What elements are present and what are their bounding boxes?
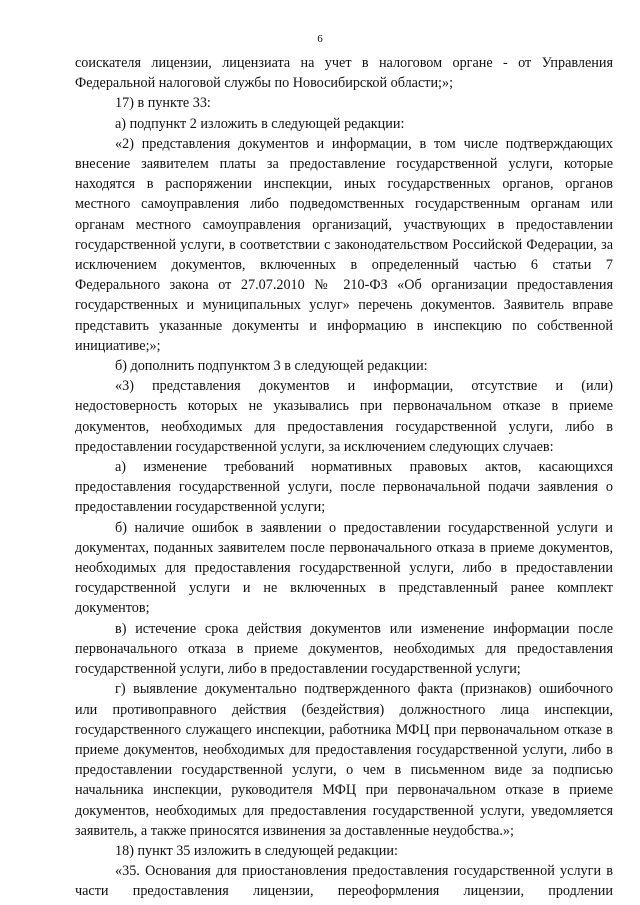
paragraph-quote-2: «2) представления документов и информации, в том числе подтверждающих внесение заявителем платы за предоставление государственной услуги, которые находятся в распоряжении инспекции, иных государственных органов, органов местного самоуправления либо подведомственных государственным органам или органам местного самоуправления организаций, участвующих в предоставлении государственной услуги, в соответствии с законодательством Российской Федерации, за исключением документов, включенных в определенный частью 6 статьи 7 Федерального закона от 27.07.2010 № 210-ФЗ «Об организации предоставления государственных и муниципальных услуг» перечень документов. Заявитель вправе представить указанные документы и информацию в инспекцию по собственной инициативе;»; [75, 135, 613, 354]
paragraph-quote-3: «3) представления документов и информации, отсутствие и (или) недостоверность которых не указывались при первоначальном отказе в приеме документов, необходимых для предоставления государственной услуги, либо в предоставлении государственной услуги, за исключением следующих случаев: [75, 378, 613, 455]
paragraph-subitem-a: а) подпункт 2 изложить в следующей редакции: [115, 115, 405, 132]
paragraph-subitem-b: б) дополнить подпунктом 3 в следующей редакции: [115, 358, 428, 375]
paragraph-item-17: 17) в пункте 33: [115, 95, 211, 112]
paragraph-case-v: в) истечение срока действия документов или изменение информации после первоначального отказа в приеме документов, необходимых для предоставления государственной услуги, либо в предоставлении государственной услуги; [75, 620, 613, 678]
paragraph-case-b: б) наличие ошибок в заявлении о предоставлении государственной услуги и документах, поданных заявителем после первоначального отказа в приеме документов, необходимых для предоставления государственной услуги, либо в предоставлении государственной услуги и не включенных в представленный ранее комплект документов; [75, 519, 613, 617]
paragraph-continuation: соискателя лицензии, лицензиата на учет в налоговом органе - от Управления Федеральной налоговой службы по Новосибирской области;»; [75, 55, 613, 92]
paragraph-case-g: г) выявление документально подтвержденного факта (признаков) ошибочного или противоправного действия (бездействия) должностного лица инспекции, государственного служащего инспекции, работника МФЦ при первоначальном отказе в приеме документов, необходимых для предоставления государственной услуги, либо в предоставлении государственной услуги, о чем в письменном виде за подписью начальника инспекции, руководителя МФЦ при первоначальном отказе в приеме документов, необходимых для предоставления государственной услуги, уведомляется заявитель, а также приносятся извинения за доставленные неудобства.»; [75, 681, 613, 839]
paragraph-item-35: «35. Основания для приостановления предоставления государственной услуги в части предоставления лицензии, переоформления лицензии, продлении [75, 863, 613, 900]
paragraph-case-a: а) изменение требований нормативных правовых актов, касающихся предоставления государственной услуги, после первоначальной подачи заявления о предоставлении государственной услуги; [75, 459, 613, 516]
paragraph-item-18: 18) пункт 35 изложить в следующей редакции: [115, 842, 398, 859]
page-number: 6 [317, 33, 323, 45]
document-body [75, 53, 613, 902]
